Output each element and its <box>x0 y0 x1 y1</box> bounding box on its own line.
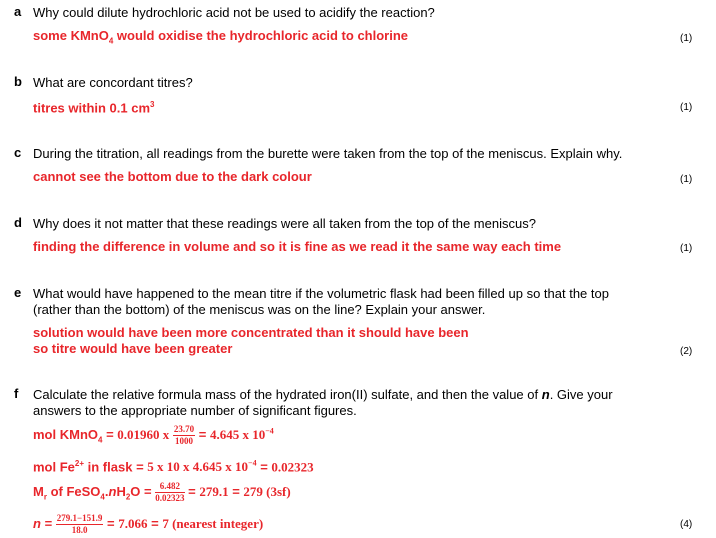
question-f-line2: answers to the appropriate number of significant figures. <box>33 403 357 418</box>
calc-mr: $M_r$ of $FeSO_4.nH_2O$ = $\frac{6.482}{0.02323}$ = 279.1 = 279 (3sf) <box>33 481 291 503</box>
question-e-line1: What would have happened to the mean titre if the volumetric flask had been filled up so that the top <box>33 286 609 301</box>
question-b: What are concordant titres? <box>33 75 193 90</box>
marks-a: (1) <box>680 33 693 44</box>
calc-mol-kmno4: mol KMnO$_4$ = 0.01960 x $\frac{23.70}{1000}$ = 4.645 x $10^{-4}$ <box>33 424 274 446</box>
question-letter-f: f <box>14 386 19 401</box>
marks-f: (4) <box>680 519 693 530</box>
question-letter-e: e <box>14 285 22 300</box>
answer-b: titres within 0.1 $cm^3$ <box>33 100 155 116</box>
question-e-line2: (rather than the bottom) of the meniscus was on the line? Explain your answer. <box>33 302 486 317</box>
question-letter-c: c <box>14 145 22 160</box>
question-d: Why does it not matter that these readings were all taken from the top of the meniscus? <box>33 216 536 231</box>
answer-c: cannot see the bottom due to the dark colour <box>33 169 312 184</box>
marks-c: (1) <box>680 174 693 185</box>
calc-n: n = $\frac{279.1-151.9}{18.0}$ = 7.066 = 7 (nearest integer) <box>33 513 264 535</box>
marks-b: (1) <box>680 102 693 113</box>
answer-e-line2: so titre would have been greater <box>33 341 233 356</box>
question-c: During the titration, all readings from the burette were taken from the top of the meniscus. Explain why. <box>33 146 623 161</box>
answer-d: finding the difference in volume and so it is fine as we read it the same way each time <box>33 239 562 254</box>
question-letter-d: d <box>14 215 22 230</box>
marks-d: (1) <box>680 243 693 254</box>
question-a: Why could dilute hydrochloric acid not be used to acidify the reaction? <box>33 5 435 20</box>
calc-mol-fe: mol $Fe^{2+}$ in flask = 5 x 10 x 4.645 x $10^{-4} = 0.02323$ <box>33 459 314 475</box>
answer-e-line1: solution would have been more concentrated than it should have been <box>33 325 469 340</box>
question-f-line1: Calculate the relative formula mass of the hydrated iron(II) sulfate, and then the value of n. Give your <box>33 387 613 402</box>
question-letter-a: a <box>14 4 22 19</box>
marks-e: (2) <box>680 346 693 357</box>
question-letter-b: b <box>14 74 22 89</box>
answer-a: some KMnO$_4$ would oxidise the hydrochloric acid to chlorine <box>33 28 409 46</box>
